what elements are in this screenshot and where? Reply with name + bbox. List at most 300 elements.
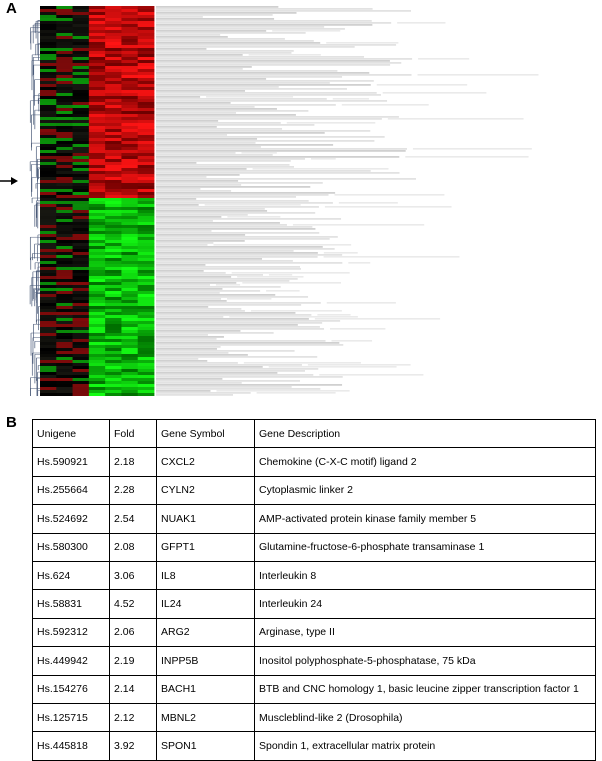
heatmap-cell — [105, 18, 122, 21]
heatmap-cell — [73, 258, 90, 261]
gene-label-line — [156, 55, 243, 56]
heatmap-cell — [73, 228, 90, 231]
heatmap-cell — [73, 183, 90, 186]
gene-label-line — [156, 229, 315, 230]
heatmap-cell — [121, 180, 138, 183]
heatmap-cell — [121, 279, 138, 282]
gene-label-line — [269, 367, 397, 368]
heatmap-cell — [73, 105, 90, 108]
heatmap-cell — [138, 90, 155, 93]
heatmap-cell — [121, 360, 138, 363]
heatmap-cell — [56, 261, 73, 264]
heatmap-cell — [138, 375, 155, 378]
heatmap-cell — [105, 309, 122, 312]
gene-label-line — [156, 251, 294, 252]
heatmap-cell — [121, 105, 138, 108]
gene-label-line — [156, 213, 315, 214]
heatmap-cell — [138, 183, 155, 186]
heatmap-cell — [121, 141, 138, 144]
heatmap-cell — [121, 21, 138, 24]
heatmap-cell — [89, 279, 106, 282]
heatmap-cell — [105, 264, 122, 267]
heatmap-cell — [73, 315, 90, 318]
heatmap-cell — [73, 378, 90, 381]
heatmap-cell — [89, 57, 106, 60]
heatmap-cell — [121, 24, 138, 27]
heatmap-cell — [56, 123, 73, 126]
heatmap-cell — [56, 333, 73, 336]
heatmap-cell — [138, 12, 155, 15]
heatmap-cell — [105, 165, 122, 168]
heatmap-cell — [40, 9, 57, 12]
heatmap-cell — [138, 6, 155, 9]
heatmap-cell — [56, 234, 73, 237]
heatmap-cell — [56, 264, 73, 267]
gene-label-line — [241, 153, 276, 154]
heatmap-cell — [138, 288, 155, 291]
heatmap-cell — [105, 336, 122, 339]
heatmap-cell — [121, 273, 138, 276]
heatmap-cell — [40, 99, 57, 102]
heatmap-cell — [89, 63, 106, 66]
gene-label-line — [156, 139, 257, 140]
heatmap-cell — [138, 174, 155, 177]
heatmap-cell — [89, 357, 106, 360]
gene-label-line — [156, 339, 217, 340]
heatmap-cell — [138, 210, 155, 213]
gene-label-line — [156, 329, 324, 330]
heatmap-cell — [105, 48, 122, 51]
heatmap-cell — [121, 87, 138, 90]
table-header-row — [33, 420, 596, 448]
gene-label-line — [205, 205, 301, 206]
gene-label-line — [156, 319, 309, 320]
heatmap-cell — [56, 378, 73, 381]
heatmap-cell — [73, 15, 90, 18]
heatmap-cell — [40, 267, 57, 270]
heatmap-cell — [138, 84, 155, 87]
heatmap-cell — [73, 255, 90, 258]
heatmap-cell — [56, 141, 73, 144]
gene-label-line — [156, 277, 231, 278]
heatmap-cell — [56, 45, 73, 48]
header-unigene: Unigene — [33, 420, 110, 448]
heatmap-cell — [73, 201, 90, 204]
heatmap-cell — [56, 135, 73, 138]
heatmap-cell — [73, 375, 90, 378]
fold-cell: 2.12 — [110, 703, 157, 731]
heatmap-cell — [73, 78, 90, 81]
heatmap-cell — [105, 12, 122, 15]
heatmap-cell — [105, 297, 122, 300]
heatmap-cell — [121, 198, 138, 201]
gene-label-line — [311, 159, 336, 160]
heatmap-cell — [73, 150, 90, 153]
heatmap-cell — [56, 276, 73, 279]
heatmap-cell — [89, 321, 106, 324]
heatmap-cell — [56, 381, 73, 384]
gene-label-line — [156, 41, 314, 42]
gene-label-line — [156, 45, 396, 46]
heatmap-cell — [89, 141, 106, 144]
heatmap-cell — [56, 177, 73, 180]
heatmap-cell — [40, 126, 57, 129]
heatmap-cell — [105, 321, 122, 324]
heatmap-cell — [40, 72, 57, 75]
heatmap-cell — [40, 216, 57, 219]
heatmap-cell — [73, 27, 90, 30]
heatmap-cell — [138, 321, 155, 324]
heatmap-cell — [40, 345, 57, 348]
heatmap-cell — [121, 135, 138, 138]
heatmap-cell — [121, 147, 138, 150]
heatmap-cell — [56, 219, 73, 222]
heatmap-cell — [89, 351, 106, 354]
heatmap-cell — [121, 63, 138, 66]
heatmap-cell — [105, 72, 122, 75]
heatmap-cell — [56, 39, 73, 42]
heatmap-cell — [105, 177, 122, 180]
heatmap-cell — [73, 261, 90, 264]
heatmap-cell — [105, 204, 122, 207]
heatmap-cell — [56, 78, 73, 81]
gene-symbol-cell: ARG2 — [157, 618, 255, 646]
gene-label-line — [156, 293, 220, 294]
heatmap-cell — [73, 333, 90, 336]
gene-label-line — [156, 387, 292, 388]
heatmap-cell — [121, 201, 138, 204]
heatmap-cell — [40, 129, 57, 132]
heatmap-cell — [73, 288, 90, 291]
heatmap-cell — [121, 378, 138, 381]
heatmap-cell — [40, 75, 57, 78]
heatmap-cell — [105, 183, 122, 186]
heatmap-cell — [73, 327, 90, 330]
heatmap-cell — [121, 252, 138, 255]
heatmap-cell — [105, 24, 122, 27]
heatmap-cell — [138, 333, 155, 336]
heatmap-cell — [89, 348, 106, 351]
heatmap-cell — [89, 243, 106, 246]
heatmap-cell — [121, 240, 138, 243]
gene-label-line — [156, 249, 335, 250]
gene-label-line — [324, 257, 460, 258]
heatmap-cell — [56, 93, 73, 96]
heatmap-cell — [89, 285, 106, 288]
heatmap-cell — [73, 393, 90, 396]
gene-label-line — [156, 71, 337, 72]
heatmap-cell — [121, 9, 138, 12]
heatmap-cell — [138, 384, 155, 387]
unigene-cell: Hs.154276 — [33, 675, 110, 703]
table-row — [33, 703, 596, 731]
heatmap-cell — [105, 234, 122, 237]
heatmap-cell — [73, 243, 90, 246]
heatmap-cell — [89, 48, 106, 51]
heatmap-cell — [89, 300, 106, 303]
gene-label-line — [156, 165, 290, 166]
heatmap-cell — [40, 12, 57, 15]
gene-label-line — [156, 123, 281, 124]
heatmap-cell — [138, 225, 155, 228]
heatmap-cell — [40, 15, 57, 18]
heatmap-cell — [40, 228, 57, 231]
heatmap-cell — [121, 309, 138, 312]
heatmap-cell — [40, 348, 57, 351]
heatmap-cell — [89, 117, 106, 120]
gene-label-line — [156, 233, 319, 234]
heatmap-cell — [138, 36, 155, 39]
heatmap-cell — [89, 21, 106, 24]
gene-label-line — [156, 327, 320, 328]
heatmap-cell — [73, 351, 90, 354]
heatmap-cell — [40, 171, 57, 174]
gene-label-line — [156, 215, 248, 216]
gene-label-line — [216, 391, 349, 392]
gene-label-line — [156, 289, 222, 290]
heatmap-cell — [73, 12, 90, 15]
heatmap-cell — [56, 345, 73, 348]
heatmap-cell — [40, 387, 57, 390]
heatmap-cell — [121, 129, 138, 132]
heatmap-cell — [105, 282, 122, 285]
heatmap-cell — [121, 390, 138, 393]
heatmap-cell — [105, 357, 122, 360]
heatmap-cell — [105, 285, 122, 288]
heatmap-cell — [105, 9, 122, 12]
heatmap-cell — [40, 252, 57, 255]
heatmap-cell — [56, 15, 73, 18]
heatmap-cell — [89, 303, 106, 306]
heatmap-cell — [40, 222, 57, 225]
gene-label-line — [206, 97, 293, 98]
heatmap-cell — [56, 222, 73, 225]
heatmap-cell — [105, 126, 122, 129]
heatmap-cell — [56, 18, 73, 21]
heatmap-cell — [105, 372, 122, 375]
heatmap-cell — [105, 69, 122, 72]
heatmap-cell — [105, 249, 122, 252]
heatmap-cell — [73, 138, 90, 141]
heatmap-cell — [56, 171, 73, 174]
heatmap-cell — [56, 288, 73, 291]
gene-label-line — [227, 299, 271, 300]
heatmap-cell — [73, 252, 90, 255]
heatmap-cell — [105, 63, 122, 66]
gene-label-line — [156, 203, 333, 204]
table-row — [33, 618, 596, 646]
heatmap-cell — [40, 384, 57, 387]
heatmap-cell — [56, 198, 73, 201]
heatmap-cell — [105, 267, 122, 270]
heatmap-cell — [105, 327, 122, 330]
heatmap-cell — [56, 81, 73, 84]
heatmap-cell — [105, 324, 122, 327]
heatmap-cell — [138, 381, 155, 384]
gene-label-line — [156, 223, 280, 224]
gene-label-line — [156, 255, 342, 256]
heatmap-cell — [89, 198, 106, 201]
gene-label-line — [156, 325, 298, 326]
heatmap-cell — [105, 180, 122, 183]
heatmap-cell — [56, 138, 73, 141]
gene-label-line — [156, 43, 320, 44]
table-row — [33, 505, 596, 533]
heatmap-cell — [40, 123, 57, 126]
heatmap-cell — [89, 15, 106, 18]
heatmap-cell — [56, 390, 73, 393]
gene-label-line — [156, 307, 208, 308]
heatmap-cell — [40, 174, 57, 177]
heatmap-cell — [138, 156, 155, 159]
heatmap-cell — [105, 51, 122, 54]
gene-description-cell: Muscleblind-like 2 (Drosophila) — [255, 703, 596, 731]
heatmap-cell — [138, 327, 155, 330]
heatmap-cell — [40, 27, 57, 30]
heatmap-cell — [89, 393, 106, 396]
heatmap-cell — [73, 126, 90, 129]
heatmap-cell — [40, 240, 57, 243]
heatmap-cell — [73, 45, 90, 48]
heatmap-cell — [73, 87, 90, 90]
heatmap-cell — [138, 21, 155, 24]
gene-symbol-cell: BACH1 — [157, 675, 255, 703]
heatmap-cell — [73, 234, 90, 237]
heatmap-cell — [121, 120, 138, 123]
heatmap-cell — [138, 264, 155, 267]
heatmap-cell — [40, 198, 57, 201]
heatmap-cell — [89, 315, 106, 318]
heatmap-cell — [40, 264, 57, 267]
heatmap-cell — [89, 381, 106, 384]
heatmap-cell — [105, 33, 122, 36]
heatmap-cell — [73, 204, 90, 207]
heatmap-cell — [105, 312, 122, 315]
heatmap-cell — [121, 171, 138, 174]
heatmap-cell — [40, 351, 57, 354]
heatmap-cell — [138, 162, 155, 165]
gene-label-line — [156, 247, 323, 248]
heatmap-cell — [89, 219, 106, 222]
heatmap-cell — [121, 69, 138, 72]
heatmap-cell — [56, 132, 73, 135]
heatmap-cell — [105, 54, 122, 57]
heatmap-cell — [121, 114, 138, 117]
heatmap-cell — [73, 135, 90, 138]
heatmap-cell — [56, 300, 73, 303]
gene-label-line — [156, 363, 238, 364]
heatmap-cell — [89, 390, 106, 393]
heatmap-cell — [40, 270, 57, 273]
heatmap-cell — [40, 288, 57, 291]
heatmap-cell — [56, 375, 73, 378]
heatmap-cell — [89, 162, 106, 165]
heatmap-cell — [73, 354, 90, 357]
heatmap-cell — [121, 345, 138, 348]
heatmap-cell — [121, 66, 138, 69]
heatmap-cell — [73, 342, 90, 345]
gene-label-line — [156, 373, 277, 374]
gene-label-line — [156, 11, 411, 12]
heatmap-cell — [138, 345, 155, 348]
table-row — [33, 476, 596, 504]
heatmap-cell — [73, 159, 90, 162]
heatmap-cell — [56, 330, 73, 333]
heatmap-cell — [89, 201, 106, 204]
gene-description-cell: AMP-activated protein kinase family member 5 — [255, 505, 596, 533]
heatmap-cell — [73, 18, 90, 21]
heatmap-cell — [89, 129, 106, 132]
heatmap-cell — [40, 138, 57, 141]
heatmap-cell — [138, 261, 155, 264]
gene-label-line — [156, 309, 241, 310]
heatmap-cell — [73, 282, 90, 285]
gene-label-line — [156, 149, 407, 150]
heatmap-cell — [56, 150, 73, 153]
gene-label-line — [156, 285, 210, 286]
heatmap-cell — [89, 153, 106, 156]
heatmap-cell — [105, 84, 122, 87]
heatmap-cell — [138, 243, 155, 246]
heatmap-cell — [138, 9, 155, 12]
heatmap-cell — [73, 270, 90, 273]
gene-label-line — [287, 123, 376, 124]
heatmap-cell — [138, 168, 155, 171]
heatmap-cell — [73, 129, 90, 132]
heatmap-cell — [138, 30, 155, 33]
heatmap-cell — [138, 300, 155, 303]
heatmap-cell — [105, 78, 122, 81]
gene-label-line — [156, 183, 323, 184]
heatmap-cell — [73, 273, 90, 276]
heatmap-cell — [121, 234, 138, 237]
fold-cell: 2.18 — [110, 448, 157, 476]
heatmap-cell — [73, 384, 90, 387]
gene-symbol-cell: CXCL2 — [157, 448, 255, 476]
heatmap-cell — [56, 108, 73, 111]
heatmap-cell — [56, 273, 73, 276]
heatmap-cell — [73, 303, 90, 306]
heatmap-cell — [121, 372, 138, 375]
gene-label-line — [156, 117, 399, 118]
gene-label-line — [156, 131, 370, 132]
heatmap-cell — [89, 78, 106, 81]
heatmap-cell — [56, 384, 73, 387]
heatmap-cell — [56, 318, 73, 321]
heatmap-cell — [121, 60, 138, 63]
heatmap-cell — [40, 315, 57, 318]
heatmap-cell — [40, 255, 57, 258]
heatmap-cell — [73, 9, 90, 12]
heatmap-cell — [89, 375, 106, 378]
gene-label-line — [156, 239, 330, 240]
heatmap-cell — [105, 306, 122, 309]
heatmap-cell — [121, 216, 138, 219]
heatmap-cell — [105, 291, 122, 294]
heatmap-cell — [138, 324, 155, 327]
gene-label-line — [156, 315, 311, 316]
heatmap-cell — [105, 360, 122, 363]
heatmap-cell — [89, 180, 106, 183]
gene-label-line — [156, 163, 196, 164]
fold-cell: 2.08 — [110, 533, 157, 561]
heatmap-cell — [121, 339, 138, 342]
heatmap-cell — [89, 132, 106, 135]
gene-label-line — [333, 99, 369, 100]
gene-label-line — [156, 25, 372, 26]
heatmap-cell — [40, 144, 57, 147]
heatmap-cell — [89, 138, 106, 141]
